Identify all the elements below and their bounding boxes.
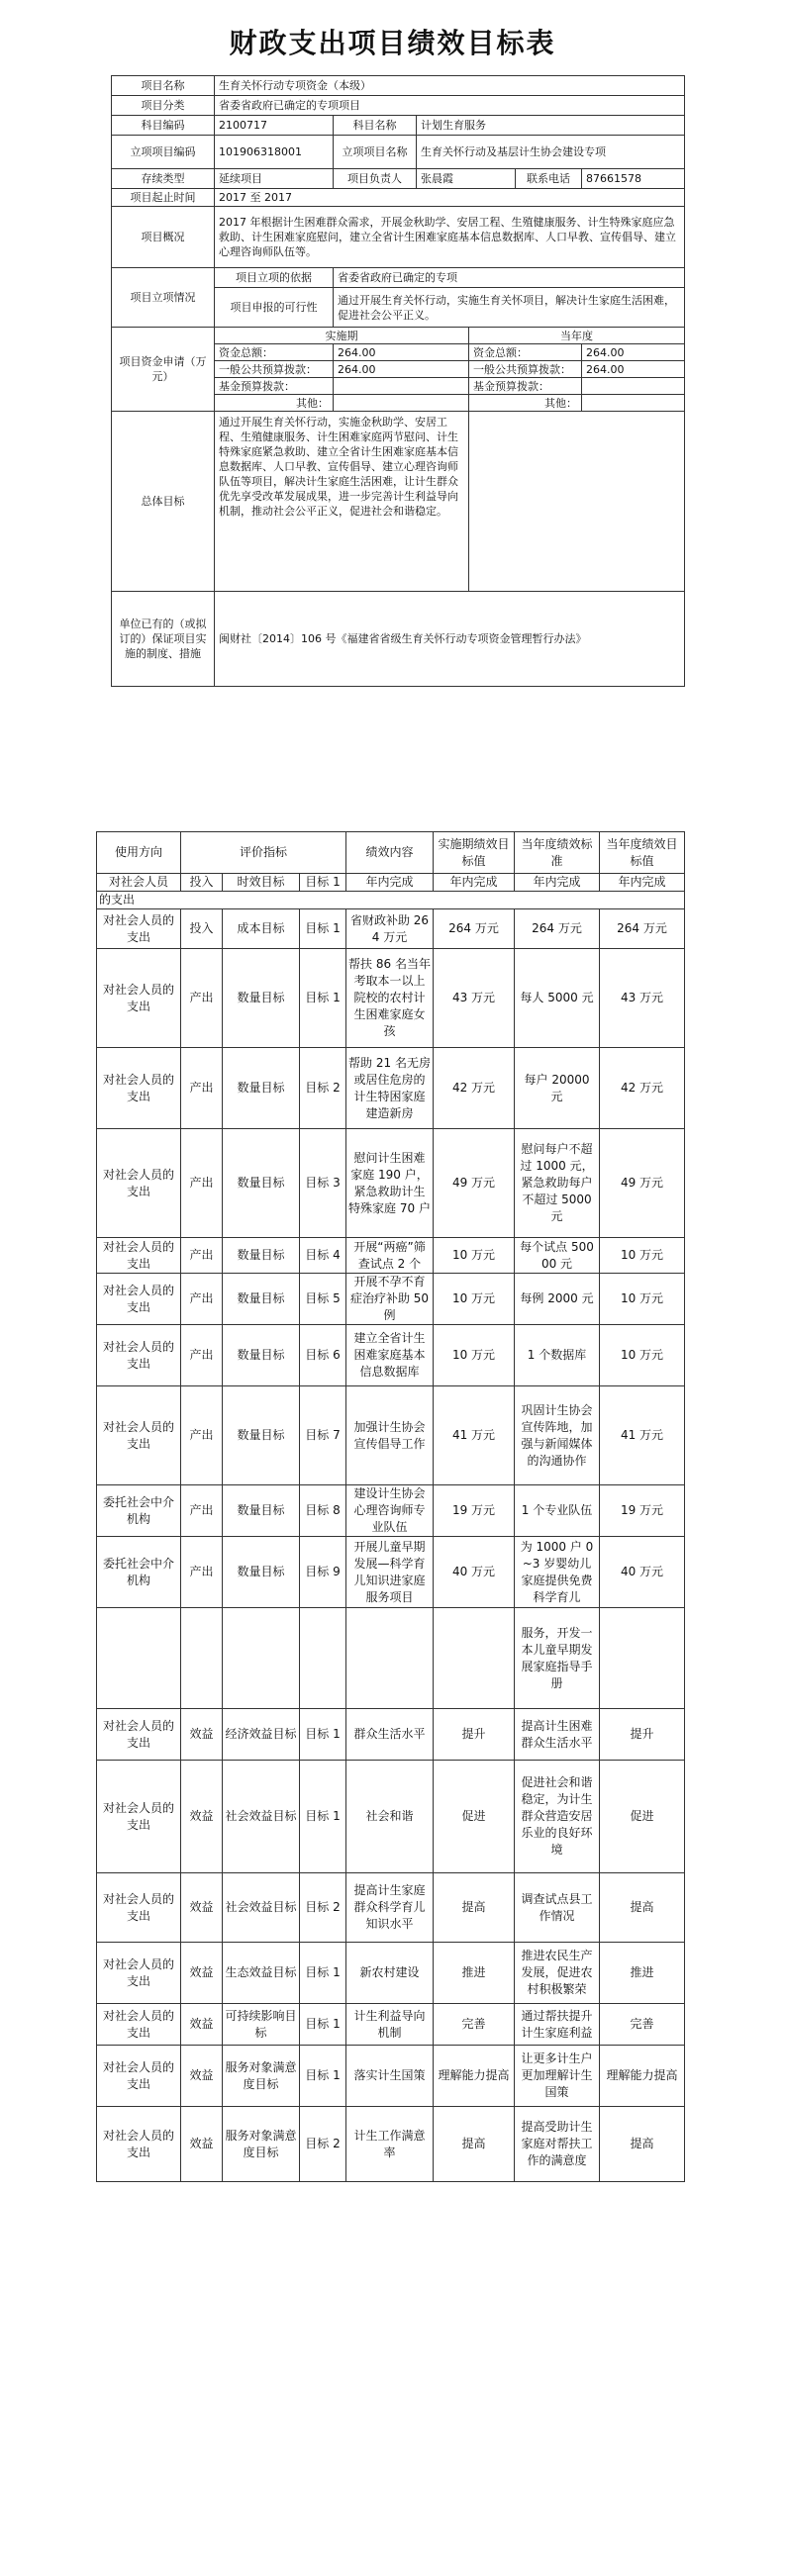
- feasibility: 通过开展生育关怀行动，实施生育关怀项目，解决计生家庭生活困难，促进社会公平正义。: [334, 288, 685, 328]
- fund-budget-impl: [334, 378, 469, 395]
- total-year: 264.00: [582, 344, 685, 361]
- subheader-cell: 年内完成: [434, 874, 515, 892]
- fund-year-header: 当年度: [469, 328, 685, 344]
- level2-cell: 服务对象满意度目标: [223, 2046, 300, 2107]
- table-row: [97, 2107, 685, 2182]
- category-label: 项目分类: [112, 96, 215, 116]
- year-standard-cell: 1 个数据库: [515, 1325, 600, 1386]
- year-target-cell: 10 万元: [600, 1238, 685, 1274]
- table-row: [97, 909, 685, 949]
- year-standard-cell: 为 1000 户 0~3 岁婴幼儿家庭提供免费科学育儿: [515, 1537, 600, 1608]
- subject-name: 计划生育服务: [417, 116, 685, 136]
- impl-target-cell: 43 万元: [434, 949, 515, 1048]
- impl-target-cell: 推进: [434, 1943, 515, 2004]
- table-row: [97, 1129, 685, 1238]
- leader-label: 项目负责人: [334, 169, 417, 189]
- direction-cell: 委托社会中介机构: [97, 1537, 181, 1608]
- direction-cell: 对社会人员的支出: [97, 2107, 181, 2182]
- direction-cell: 对社会人员的支出: [97, 1048, 181, 1129]
- period: 2017 至 2017: [215, 189, 685, 207]
- level2-cell: 数量目标: [223, 1129, 300, 1238]
- level2-cell: 服务对象满意度目标: [223, 2107, 300, 2182]
- header-content: 绩效内容: [346, 832, 434, 874]
- year-standard-cell: 1 个专业队伍: [515, 1485, 600, 1537]
- level3-cell: 目标 9: [300, 1537, 346, 1608]
- level3-cell: 目标 2: [300, 2107, 346, 2182]
- level3-cell: 目标 7: [300, 1386, 346, 1485]
- level1-cell: 产出: [181, 1386, 223, 1485]
- period-label: 项目起止时间: [112, 189, 215, 207]
- project-name-label: 项目名称: [112, 76, 215, 96]
- year-standard-cell: 慰问每户不超过 1000 元，紧急救助每户不超过 5000 元: [515, 1129, 600, 1238]
- level1-cell: 产出: [181, 1274, 223, 1325]
- table-row: [97, 1386, 685, 1485]
- content-cell: 新农村建设: [346, 1943, 434, 2004]
- impl-target-cell: [434, 1608, 515, 1709]
- impl-target-cell: 促进: [434, 1761, 515, 1873]
- content-cell: [346, 1608, 434, 1709]
- level3-cell: 目标 1: [300, 1943, 346, 2004]
- level1-cell: 产出: [181, 1129, 223, 1238]
- level1-cell: 效益: [181, 1943, 223, 2004]
- subheader-cell: 年内完成: [600, 874, 685, 892]
- level1-cell: [181, 1608, 223, 1709]
- overall-blank: [469, 412, 685, 592]
- level2-cell: 社会效益目标: [223, 1873, 300, 1943]
- policy: 闽财社〔2014〕106 号《福建省省级生育关怀行动专项资金管理暂行办法》: [215, 592, 685, 687]
- general-year-label: 一般公共预算拨款：: [469, 361, 582, 378]
- impl-target-cell: 42 万元: [434, 1048, 515, 1129]
- level3-cell: 目标 2: [300, 1048, 346, 1129]
- impl-target-cell: 提高: [434, 2107, 515, 2182]
- content-cell: 省财政补助 264 万元: [346, 909, 434, 949]
- level3-cell: 目标 1: [300, 1761, 346, 1873]
- direction-cell: 对社会人员的支出: [97, 1129, 181, 1238]
- leader: 张晨霞: [417, 169, 516, 189]
- level3-cell: 目标 1: [300, 909, 346, 949]
- page-title: 财政支出项目绩效目标表: [229, 27, 556, 59]
- subheader-cell: 目标 1: [300, 874, 346, 892]
- year-target-cell: 42 万元: [600, 1048, 685, 1129]
- fund-budget-year-label: 基金预算拨款：: [469, 378, 582, 395]
- direction-cell: 对社会人员的支出: [97, 909, 181, 949]
- header-indicator: 评价指标: [181, 832, 346, 874]
- level1-cell: 投入: [181, 909, 223, 949]
- feasibility-label: 项目申报的可行性: [215, 288, 334, 328]
- direction-cell: 对社会人员的支出: [97, 1386, 181, 1485]
- direction-cell: 对社会人员的支出: [97, 1761, 181, 1873]
- impl-target-cell: 完善: [434, 2004, 515, 2046]
- level2-cell: 数量目标: [223, 1325, 300, 1386]
- year-target-cell: 40 万元: [600, 1537, 685, 1608]
- direction-cell: 对社会人员的支出: [97, 949, 181, 1048]
- performance-body: [97, 909, 685, 2182]
- project-name: 生育关怀行动专项资金（本级）: [215, 76, 685, 96]
- level1-cell: 效益: [181, 2107, 223, 2182]
- table-row: [97, 2004, 685, 2046]
- level2-cell: [223, 1608, 300, 1709]
- impl-target-cell: 提升: [434, 1709, 515, 1761]
- other-impl: [334, 395, 469, 412]
- level1-cell: 效益: [181, 2046, 223, 2107]
- table-row: [97, 2046, 685, 2107]
- total-year-label: 资金总额：: [469, 344, 582, 361]
- year-standard-cell: 推进农民生产发展，促进农村积极繁荣: [515, 1943, 600, 2004]
- table-row: [97, 1709, 685, 1761]
- year-target-cell: 促进: [600, 1761, 685, 1873]
- basis: 省委省政府已确定的专项: [334, 268, 685, 288]
- level2-cell: 生态效益目标: [223, 1943, 300, 2004]
- year-standard-cell: 每人 5000 元: [515, 949, 600, 1048]
- approved-name-label: 立项项目名称: [334, 136, 417, 169]
- year-standard-cell: 巩固计生协会宣传阵地，加强与新闻媒体的沟通协作: [515, 1386, 600, 1485]
- level2-cell: 数量目标: [223, 1274, 300, 1325]
- overall-label: 总体目标: [112, 412, 215, 592]
- direction-cell: 对社会人员的支出: [97, 1943, 181, 2004]
- subject-name-label: 科目名称: [334, 116, 417, 136]
- table-row: [97, 1537, 685, 1608]
- fund-label: 项目资金申请（万元）: [112, 328, 215, 412]
- direction-cell: [97, 1608, 181, 1709]
- level2-cell: 成本目标: [223, 909, 300, 949]
- direction-cell: 对社会人员的支出: [97, 1325, 181, 1386]
- level1-cell: 效益: [181, 1761, 223, 1873]
- year-target-cell: 推进: [600, 1943, 685, 2004]
- direction-cell: 对社会人员的支出: [97, 2046, 181, 2107]
- header-year-target: 当年度绩效目标值: [600, 832, 685, 874]
- year-standard-cell: 通过帮扶提升计生家庭利益: [515, 2004, 600, 2046]
- level2-cell: 社会效益目标: [223, 1761, 300, 1873]
- level3-cell: 目标 1: [300, 2046, 346, 2107]
- year-standard-cell: 服务，开发一本儿童早期发展家庭指导手册: [515, 1608, 600, 1709]
- direction-cell: 对社会人员的支出: [97, 1873, 181, 1943]
- content-cell: 计生工作满意率: [346, 2107, 434, 2182]
- level3-cell: 目标 4: [300, 1238, 346, 1274]
- level1-cell: 效益: [181, 2004, 223, 2046]
- general-year: 264.00: [582, 361, 685, 378]
- level1-cell: 产出: [181, 1485, 223, 1537]
- level3-cell: 目标 8: [300, 1485, 346, 1537]
- content-cell: 群众生活水平: [346, 1709, 434, 1761]
- level3-cell: 目标 2: [300, 1873, 346, 1943]
- other-year: [582, 395, 685, 412]
- fund-budget-impl-label: 基金预算拨款：: [215, 378, 334, 395]
- level1-cell: 产出: [181, 1048, 223, 1129]
- level2-cell: 数量目标: [223, 1048, 300, 1129]
- level1-cell: 效益: [181, 1709, 223, 1761]
- phone-label: 联系电话: [516, 169, 582, 189]
- overall: 通过开展生育关怀行动，实施金秋助学、安居工程、生殖健康服务、计生困难家庭两节慰问、计生特殊家庭紧急救助、建立全省计生困难家庭基本信息数据库、人口早教、宣传倡导、建立心理咨询师队伍等项目，解决计生家庭生活困难，让计生群众优先享受改革发展成果，进一步完善计生利益导向机制，推动社会公平正义，促进社会和谐稳定。: [215, 412, 469, 592]
- header-direction: 使用方向: [97, 832, 181, 874]
- subheader-row: [97, 874, 685, 892]
- content-cell: 社会和谐: [346, 1761, 434, 1873]
- impl-target-cell: 41 万元: [434, 1386, 515, 1485]
- impl-target-cell: 40 万元: [434, 1537, 515, 1608]
- level2-cell: 可持续影响目标: [223, 2004, 300, 2046]
- level3-cell: 目标 1: [300, 949, 346, 1048]
- subject-code: 2100717: [215, 116, 334, 136]
- level2-cell: 数量目标: [223, 949, 300, 1048]
- level1-cell: 产出: [181, 1238, 223, 1274]
- year-standard-cell: 每个试点 50000 元: [515, 1238, 600, 1274]
- subject-code-label: 科目编码: [112, 116, 215, 136]
- overview-label: 项目概况: [112, 207, 215, 268]
- content-cell: 帮扶 86 名当年考取本一以上院校的农村计生困难家庭女孩: [346, 949, 434, 1048]
- content-cell: 慰问计生困难家庭 190 户，紧急救助计生特殊家庭 70 户: [346, 1129, 434, 1238]
- table-row: [97, 1608, 685, 1709]
- subheader-continuation: 的支出: [97, 892, 685, 909]
- year-target-cell: 完善: [600, 2004, 685, 2046]
- year-standard-cell: 促进社会和谐稳定，为计生群众营造安居乐业的良好环境: [515, 1761, 600, 1873]
- content-cell: 帮助 21 名无房或居住危房的计生特困家庭建造新房: [346, 1048, 434, 1129]
- content-cell: 计生利益导向机制: [346, 2004, 434, 2046]
- table-row: [97, 1761, 685, 1873]
- year-target-cell: 264 万元: [600, 909, 685, 949]
- level3-cell: 目标 1: [300, 2004, 346, 2046]
- header-impl-target: 实施期绩效目标值: [434, 832, 515, 874]
- table-row: [97, 1238, 685, 1274]
- content-cell: 开展儿童早期发展—科学育儿知识进家庭服务项目: [346, 1537, 434, 1608]
- type-label: 存续类型: [112, 169, 215, 189]
- content-cell: 开展不孕不育症治疗补助 50 例: [346, 1274, 434, 1325]
- year-standard-cell: 264 万元: [515, 909, 600, 949]
- table-row: [97, 1274, 685, 1325]
- performance-table: [96, 831, 685, 2182]
- level2-cell: 数量目标: [223, 1537, 300, 1608]
- year-target-cell: 10 万元: [600, 1274, 685, 1325]
- year-target-cell: 49 万元: [600, 1129, 685, 1238]
- direction-cell: 对社会人员的支出: [97, 1274, 181, 1325]
- header-year-standard: 当年度绩效标准: [515, 832, 600, 874]
- level3-cell: 目标 6: [300, 1325, 346, 1386]
- level2-cell: 数量目标: [223, 1238, 300, 1274]
- project-code: 101906318001: [215, 136, 334, 169]
- year-target-cell: 提高: [600, 1873, 685, 1943]
- level3-cell: 目标 3: [300, 1129, 346, 1238]
- other-impl-label: 其他：: [215, 395, 334, 412]
- other-year-label: 其他：: [469, 395, 582, 412]
- impl-target-cell: 19 万元: [434, 1485, 515, 1537]
- policy-label: 单位已有的（或拟订的）保证项目实施的制度、措施: [112, 592, 215, 687]
- subheader-cell: 时效目标: [223, 874, 300, 892]
- impl-target-cell: 10 万元: [434, 1325, 515, 1386]
- level1-cell: 效益: [181, 1873, 223, 1943]
- subheader-cell: 对社会人员: [97, 874, 181, 892]
- year-target-cell: 提升: [600, 1709, 685, 1761]
- year-target-cell: 提高: [600, 2107, 685, 2182]
- table-row: [97, 1325, 685, 1386]
- content-cell: 加强计生协会宣传倡导工作: [346, 1386, 434, 1485]
- level1-cell: 产出: [181, 1537, 223, 1608]
- project-code-label: 立项项目编码: [112, 136, 215, 169]
- year-target-cell: 理解能力提高: [600, 2046, 685, 2107]
- table-row: [97, 1485, 685, 1537]
- total-impl-label: 资金总额：: [215, 344, 334, 361]
- level1-cell: 产出: [181, 1325, 223, 1386]
- table-row: [97, 949, 685, 1048]
- year-target-cell: 19 万元: [600, 1485, 685, 1537]
- level3-cell: 目标 5: [300, 1274, 346, 1325]
- impl-target-cell: 264 万元: [434, 909, 515, 949]
- fund-budget-year: [582, 378, 685, 395]
- category: 省委省政府已确定的专项项目: [215, 96, 685, 116]
- fund-implement-header: 实施期: [215, 328, 469, 344]
- year-target-cell: 41 万元: [600, 1386, 685, 1485]
- year-standard-cell: 每例 2000 元: [515, 1274, 600, 1325]
- year-target-cell: 43 万元: [600, 949, 685, 1048]
- general-impl: 264.00: [334, 361, 469, 378]
- subheader-cell: 年内完成: [346, 874, 434, 892]
- subheader-cell: 投入: [181, 874, 223, 892]
- content-cell: 建立全省计生困难家庭基本信息数据库: [346, 1325, 434, 1386]
- table-row: [97, 1048, 685, 1129]
- content-cell: 开展“两癌”筛查试点 2 个: [346, 1238, 434, 1274]
- year-standard-cell: 调查试点县工作情况: [515, 1873, 600, 1943]
- setup-label: 项目立项情况: [112, 268, 215, 328]
- level2-cell: 数量目标: [223, 1485, 300, 1537]
- year-target-cell: [600, 1608, 685, 1709]
- total-impl: 264.00: [334, 344, 469, 361]
- year-standard-cell: 每户 20000 元: [515, 1048, 600, 1129]
- basis-label: 项目立项的依据: [215, 268, 334, 288]
- project-info-table: [111, 75, 685, 687]
- overview: 2017 年根据计生困难群众需求，开展金秋助学、安居工程、生殖健康服务、计生特殊家庭应急救助、计生困难家庭慰问，建立全省计生困难家庭基本信息数据库、人口早教、宣传倡导、建立心理咨询师队伍等。: [215, 207, 685, 268]
- impl-target-cell: 10 万元: [434, 1274, 515, 1325]
- level3-cell: [300, 1608, 346, 1709]
- type: 延续项目: [215, 169, 334, 189]
- phone: 87661578: [582, 169, 685, 189]
- content-cell: 建设计生协会心理咨询师专业队伍: [346, 1485, 434, 1537]
- direction-cell: 对社会人员的支出: [97, 2004, 181, 2046]
- direction-cell: 对社会人员的支出: [97, 1709, 181, 1761]
- level3-cell: 目标 1: [300, 1709, 346, 1761]
- content-cell: 落实计生国策: [346, 2046, 434, 2107]
- subheader-cell: 年内完成: [515, 874, 600, 892]
- year-target-cell: 10 万元: [600, 1325, 685, 1386]
- level2-cell: 数量目标: [223, 1386, 300, 1485]
- direction-cell: 对社会人员的支出: [97, 1238, 181, 1274]
- table-row: [97, 1943, 685, 2004]
- content-cell: 提高计生家庭群众科学育儿知识水平: [346, 1873, 434, 1943]
- impl-target-cell: 提高: [434, 1873, 515, 1943]
- approved-name: 生育关怀行动及基层计生协会建设专项: [417, 136, 685, 169]
- year-standard-cell: 提高计生困难群众生活水平: [515, 1709, 600, 1761]
- year-standard-cell: 让更多计生户更加理解计生国策: [515, 2046, 600, 2107]
- level2-cell: 经济效益目标: [223, 1709, 300, 1761]
- level1-cell: 产出: [181, 949, 223, 1048]
- year-standard-cell: 提高受助计生家庭对帮扶工作的满意度: [515, 2107, 600, 2182]
- impl-target-cell: 理解能力提高: [434, 2046, 515, 2107]
- impl-target-cell: 49 万元: [434, 1129, 515, 1238]
- table-row: [97, 1873, 685, 1943]
- impl-target-cell: 10 万元: [434, 1238, 515, 1274]
- general-impl-label: 一般公共预算拨款：: [215, 361, 334, 378]
- direction-cell: 委托社会中介机构: [97, 1485, 181, 1537]
